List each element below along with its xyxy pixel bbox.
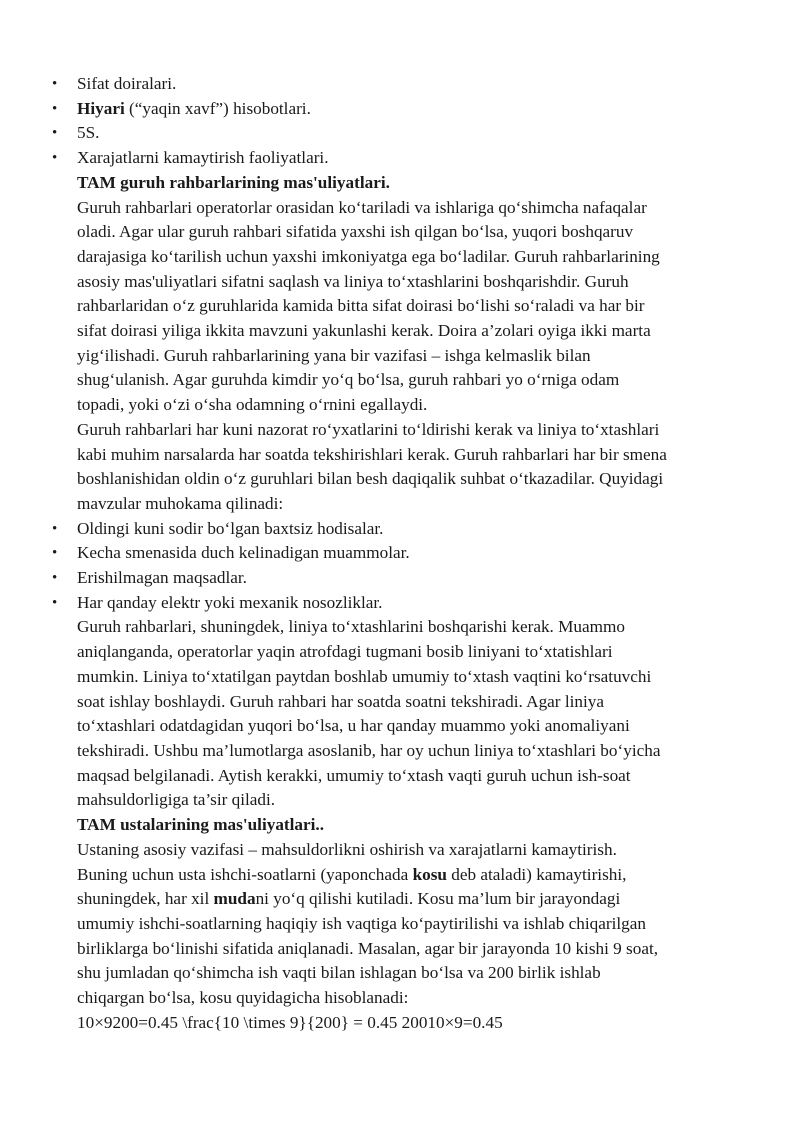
paragraph [0,196,727,418]
list-item [0,121,800,146]
list-item: • Har qanday elektr yoki mexanik nosozliklar. [0,591,800,616]
paragraph-line: topadi, yoki oʻzi oʻsha odamning oʻrnini egallaydi. [77,395,428,415]
paragraph-line: boshlanishidan oldin oʻz guruhlari bilan besh daqiqalik suhbat oʻtkazadilar. Quyidagi [77,469,664,489]
list-item: • Erishilmagan maqsadlar. [0,566,800,591]
document-page [0,72,800,1035]
paragraph [0,838,727,1036]
text-run: deb ataladi) kamaytirishi, [446,864,627,884]
list-item-text: Xarajatlarni kamaytirish faoliyatlari. [77,148,329,168]
paragraph-line: shugʻulanish. Agar guruhda kimdir yoʻq boʻlsa, guruh rahbari yo oʻrniga odam [77,370,620,390]
paragraph [0,615,727,813]
formula-line: 10×9200=0.45 \frac{10 \times 9}{200} = 0.45 20010×9=0.45 [77,1012,503,1032]
paragraph-line: rahbarlaridan oʻz guruhlarida kamida bitta sifat doirasi boʻlishi soʻraladi va har bir [77,296,645,316]
paragraph-line: asosiy mas'uliyatlari sifatni saqlash va liniya toʻxtashlarini boshqarishdir. Guruh [77,271,629,291]
paragraph-line: Guruh rahbarlari har kuni nazorat roʻyxatlarini toʻldirishi kerak va liniya toʻxtashlari [77,419,660,439]
bullet-list-top [0,72,800,171]
bullet-list-middle [0,517,800,616]
text-run: shuningdek, har xil [77,889,214,909]
paragraph-line: soat ishlay boshlaydi. Guruh rahbari har soatda soatni tekshiradi. Agar liniya [77,691,604,711]
paragraph-line: maqsad belgilanadi. Aytish kerakki, umumiy toʻxtash vaqti guruh uchun ish-soat [77,765,631,785]
paragraph-line: shu jumladan qoʻshimcha ish vaqti bilan ishlagan boʻlsa va 200 birlik ishlab [77,963,601,983]
paragraph-line: umumiy ishchi-soatlarning haqiqiy ish vaqtiga koʻpaytirilishi va ishlab chiqarilgan [77,913,646,933]
paragraph-line: mumkin. Liniya toʻxtatilgan paytdan boshlab umumiy toʻxtash vaqtini koʻrsatuvchi [77,666,652,686]
paragraph-line: Guruh rahbarlari operatorlar orasidan koʻtariladi va ishlariga qoʻshimcha nafaqalar [77,197,647,217]
text-run: Buning uchun usta ishchi-soatlarni (yaponchada [77,864,413,884]
paragraph-line: darajasiga koʻtarilish uchun yaxshi imkoniyatga ega boʻladilar. Guruh rahbarlarining [77,246,660,266]
list-item [0,146,800,171]
list-item-bold: Hiyari [77,98,125,118]
paragraph-line: mavzular muhokama qilinadi: [77,493,284,513]
list-item [0,97,800,122]
paragraph-line: oladi. Agar ular guruh rahbari sifatida yaxshi ish qilgan boʻlsa, yuqori boshqaruv [77,222,634,242]
paragraph-line: birliklarga boʻlinishi sifatida aniqlanadi. Masalan, agar bir jarayonda 10 kishi 9 soat, [77,938,659,958]
list-item [0,72,800,97]
paragraph-line: toʻxtashlari odatdagidan yuqori boʻlsa, u har qanday muammo yoki anomaliyani [77,716,630,736]
paragraph-line: aniqlanganda, operatorlar yaqin atrofdagi tugmani bosib liniyani toʻxtatishlari [77,642,613,662]
paragraph-line [77,863,727,888]
section-heading: TAM guruh rahbarlarining mas'uliyatlari. [77,172,390,192]
paragraph-line: yigʻilishadi. Guruh rahbarlarining yana bir vazifasi – ishga kelmaslik bilan [77,345,591,365]
paragraph-line: chiqargan boʻlsa, kosu quyidagicha hisoblanadi: [77,988,409,1008]
term-muda: muda [213,889,256,909]
section-heading: TAM ustalarining mas'uliyatlari.. [77,815,325,835]
paragraph-line: sifat doirasi yiliga ikkita mavzuni yakunlashi kerak. Doira a’zolari oyiga ikki marta [77,321,651,341]
paragraph-line: Guruh rahbarlari, shuningdek, liniya toʻxtashlarini boshqarishi kerak. Muammo [77,617,625,637]
term-kosu: kosu [412,864,447,884]
list-item: • Kecha smenasida duch kelinadigan muammolar. [0,541,800,566]
list-item-text: 5S. [77,123,100,143]
list-item-text: (“yaqin xavf”) hisobotlari. [124,98,311,118]
paragraph-line: kabi muhim narsalarda har soatda tekshirishlari kerak. Guruh rahbarlari har bir smena [77,444,667,464]
paragraph-line: mahsuldorligiga ta’sir qiladi. [77,790,276,810]
list-item-text: Sifat doiralari. [77,74,177,93]
paragraph [0,418,727,517]
paragraph-line: tekshiradi. Ushbu ma’lumotlarga asoslanib, har oy uchun liniya toʻxtashlari boʻyicha [77,740,661,760]
paragraph-line: Ustaning asosiy vazifasi – mahsuldorlikni oshirish va xarajatlarni kamaytirish. [77,839,617,859]
text-run: ni yoʻq qilishi kutiladi. Kosu ma’lum bir jarayondagi [255,889,621,909]
paragraph-line [77,887,727,912]
list-item: • Oldingi kuni sodir boʻlgan baxtsiz hodisalar. [0,517,800,542]
